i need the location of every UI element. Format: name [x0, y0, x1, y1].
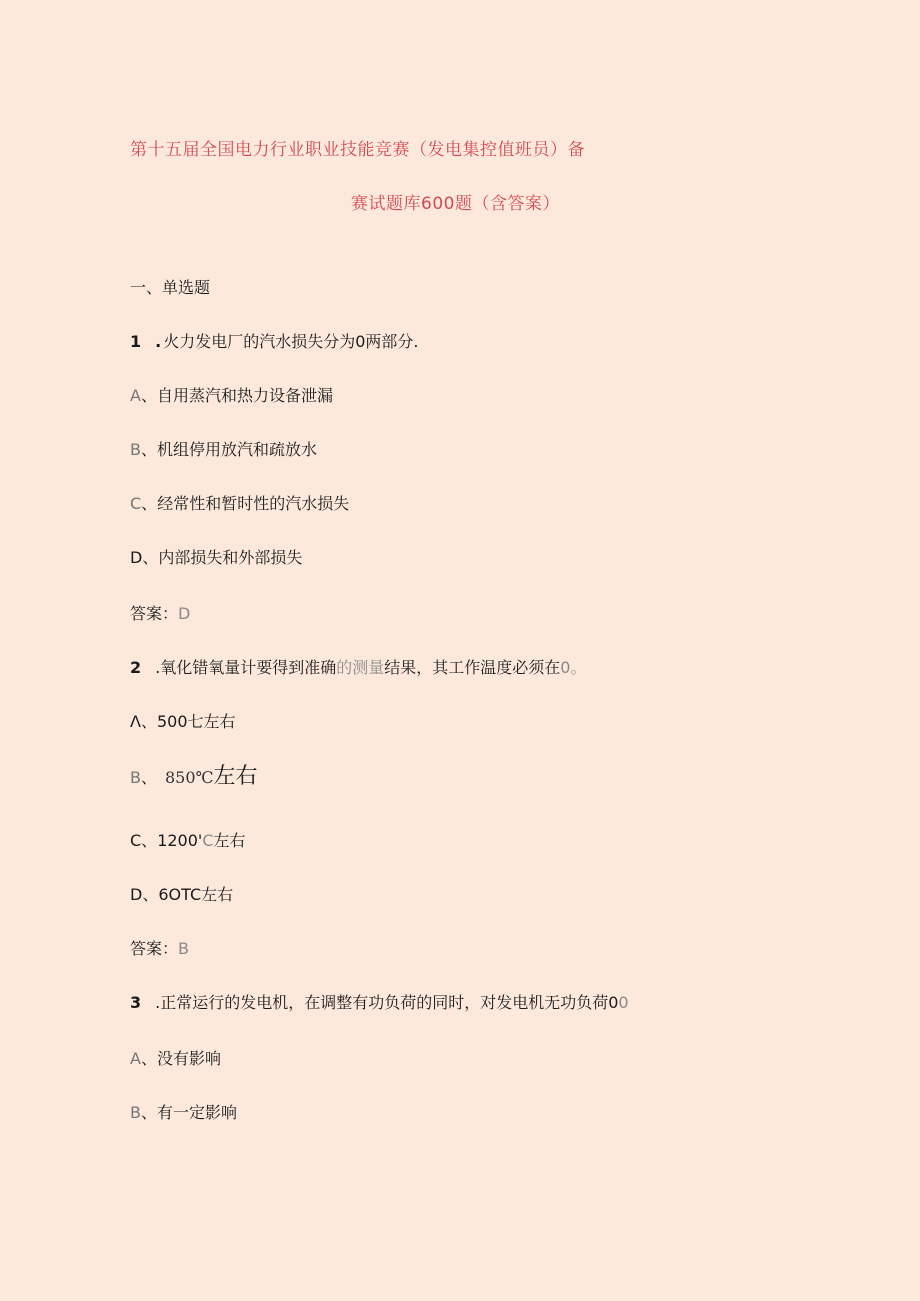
answer-label: 答案： [130, 939, 179, 958]
question-dot: . [155, 993, 161, 1012]
option-text: 机组停用放汽和疏放水 [157, 440, 318, 459]
option-text: 内部损失和外部损失 [158, 548, 303, 567]
question-1-option-c [130, 493, 349, 515]
option-value: 1200' [157, 831, 203, 850]
option-letter: A [130, 1049, 141, 1068]
option-letter: D [130, 885, 143, 904]
question-text-part-4: 0。 [560, 658, 587, 677]
option-separator: 、 [142, 885, 159, 904]
question-3 [130, 992, 629, 1014]
question-dot: . [155, 332, 162, 351]
option-separator: 、 [140, 768, 157, 787]
answer-value: D [178, 604, 191, 623]
question-number: 3 [130, 993, 142, 1012]
document-title-line-1: 第十五届全国电力行业职业技能竞赛（发电集控值班员）备 [130, 140, 585, 160]
option-separator: 、 [141, 494, 158, 513]
question-1-option-a [130, 385, 333, 407]
option-text: 左右 [213, 764, 258, 789]
question-number: 1 [130, 332, 142, 351]
document-title-line-2: 赛试题库600题（含答案） [351, 194, 560, 214]
question-1-answer [130, 603, 190, 625]
option-text: 经常性和暂时性的汽水损失 [157, 494, 350, 513]
option-letter: A [130, 386, 141, 405]
option-separator: 、 [140, 1103, 157, 1122]
option-text: 有一定影响 [157, 1103, 238, 1122]
answer-value: B [178, 939, 189, 958]
question-text: 正常运行的发电机，在调整有功负荷的同时，对发电机无功负荷0 [160, 993, 619, 1012]
option-value: 850℃ [165, 768, 214, 787]
question-text-part-1: 氧化错氧量计要得到准确 [160, 658, 337, 677]
option-letter: C [130, 494, 142, 513]
question-2-option-d [130, 884, 233, 906]
option-letter: B [130, 440, 141, 459]
question-text-tail: 0 [618, 993, 629, 1012]
option-separator: 、 [140, 1049, 157, 1068]
option-separator: 、 [141, 831, 158, 850]
question-3-option-b [130, 1102, 237, 1124]
question-2-option-b [130, 766, 257, 789]
question-2-option-c [130, 830, 246, 852]
option-separator: 、 [142, 548, 159, 567]
question-text-part-2: 的测量 [336, 658, 385, 677]
option-separator: 、 [140, 386, 157, 405]
question-2-answer [130, 938, 189, 960]
option-unit: C [202, 831, 214, 850]
question-number: 2 [130, 658, 142, 677]
option-text: 左右 [213, 831, 246, 850]
question-text: 火力发电厂的汽水损失分为0两部分. [163, 332, 419, 351]
question-2-option-a [130, 711, 236, 733]
question-1 [130, 331, 419, 353]
question-2 [130, 657, 586, 679]
option-letter: B [130, 768, 141, 787]
option-text: 自用蒸汽和热力设备泄漏 [156, 386, 333, 405]
option-letter: C [130, 831, 142, 850]
option-separator: 、 [140, 440, 157, 459]
option-text: 没有影响 [156, 1049, 221, 1068]
question-dot: . [155, 658, 161, 677]
option-letter: D [130, 548, 143, 567]
question-3-option-a [130, 1048, 221, 1070]
section-heading: 一、单选题 [130, 278, 211, 297]
option-text: 6OTC左右 [158, 885, 234, 904]
answer-label: 答案： [130, 604, 179, 623]
question-text-part-3: 结果，其工作温度必须在 [384, 658, 561, 677]
question-1-option-d [130, 547, 302, 569]
question-1-option-b [130, 439, 317, 461]
option-separator: 、 [140, 712, 157, 731]
option-text: 500七左右 [156, 712, 236, 731]
option-letter: Λ [130, 712, 141, 731]
option-letter: B [130, 1103, 141, 1122]
